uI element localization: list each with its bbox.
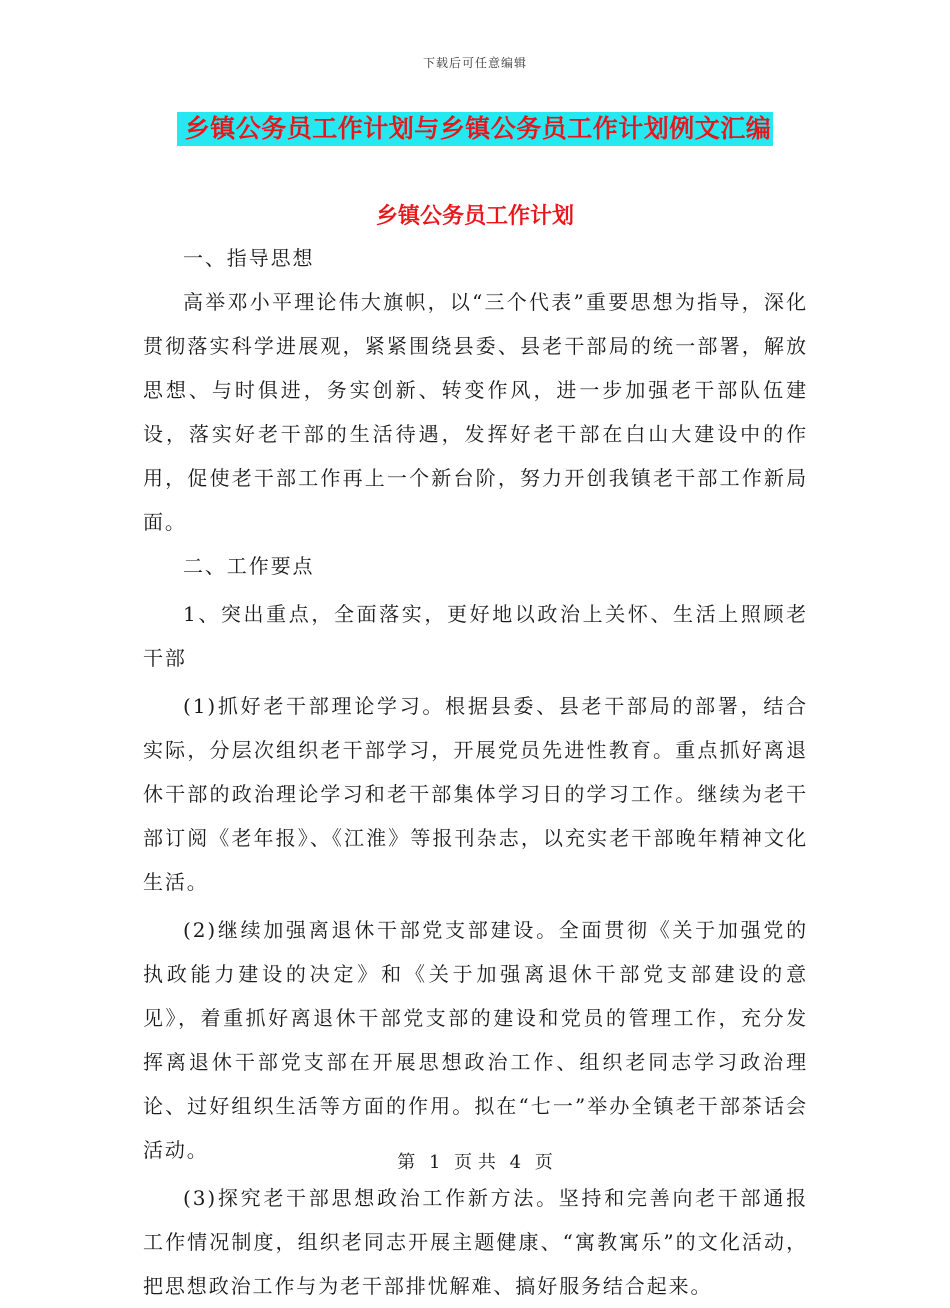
paragraph-item-3: (3)探究老干部思想政治工作新方法。坚持和完善向老干部通报工作情况制度，组织老同志开展主题健康、“寓教寓乐”的文化活动，把思想政治工作与为老干部排忧解难、搞好服务结合起来。 — [143, 1186, 808, 1298]
footer-suffix: 页 — [534, 1152, 553, 1173]
footer-middle: 页 共 — [454, 1152, 496, 1173]
paragraph-guiding-ideology: 高举邓小平理论伟大旗帜，以“三个代表”重要思想为指导，深化贯彻落实科学进展观，紧紧围绕县委、县老干部局的统一部署，解放思想、与时俱进，务实创新、转变作风，进一步加强老干部队伍建设，落实好老干部的生活待遇，发挥好老干部在白山大建设中的作用，促使老干部工作再上一个新台阶，努力开创我镇老干部工作新局面。 — [143, 290, 808, 534]
section-title: 乡镇公务员工作计划 — [375, 204, 574, 229]
paragraph-item-2: (2)继续加强离退休干部党支部建设。全面贯彻《关于加强党的执政能力建设的决定》和《关于加强离退休干部党支部建设的意见》，着重抓好离退休干部党支部的建设和党员的管理工作，充分发挥离退休干部党支部在开展思想政治工作、组织老同志学习政治理论、过好组织生活等方面的作用。拟在“七一”举办全镇老干部茶话会活动。 — [143, 918, 808, 1162]
footer-prefix: 第 — [397, 1152, 416, 1173]
document-title: 乡镇公务员工作计划与乡镇公务员工作计划例文汇编 — [177, 112, 774, 146]
paragraph-item-1: (1)抓好老干部理论学习。根据县委、县老干部局的部署，结合实际，分层次组织老干部学习，开展党员先进性教育。重点抓好离退休干部的政治理论学习和老干部集体学习日的学习工作。继续为老干部订阅《老年报》、《江淮》等报刊杂志，以充实老干部晚年精神文化生活。 — [143, 694, 808, 894]
page-header-note: 下载后可任意编辑 — [422, 56, 527, 70]
page-footer — [0, 1148, 950, 1174]
heading-work-points: 二、工作要点 — [183, 554, 315, 578]
paragraph-point-1: 1、突出重点，全面落实，更好地以政治上关怀、生活上照顾老干部 — [143, 602, 808, 670]
footer-total-pages: 4 — [509, 1152, 522, 1173]
document-title-area — [0, 112, 950, 146]
footer-page-number: 1 — [428, 1152, 441, 1173]
heading-guiding-ideology: 一、指导思想 — [183, 246, 315, 270]
